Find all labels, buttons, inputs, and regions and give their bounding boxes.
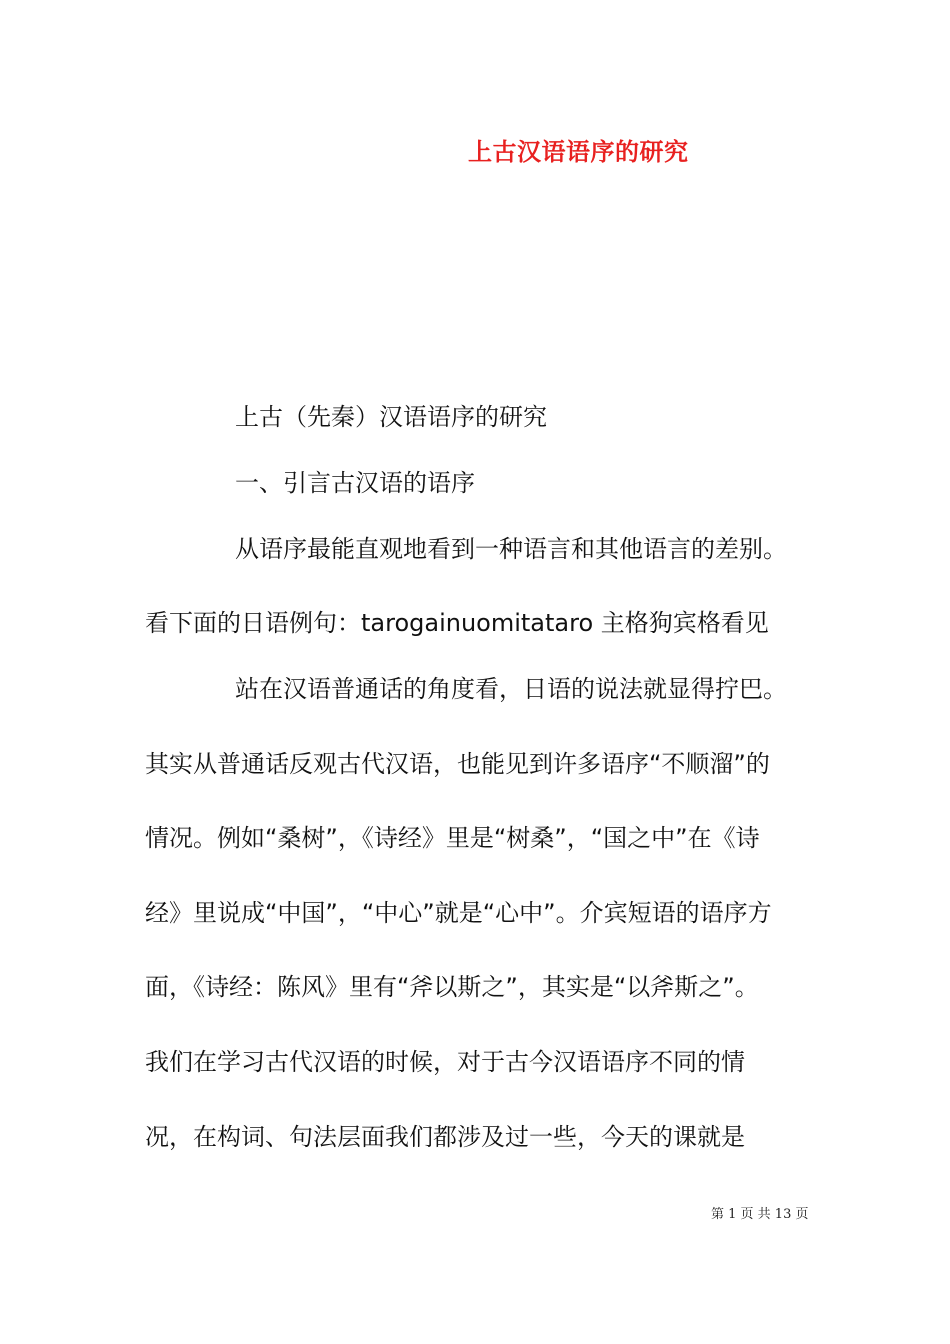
body-line: 经》里说成“中国”，“中心”就是“心中”。介宾短语的语序方 — [145, 899, 772, 927]
page-footer: 第 1 页 共 13 页 — [711, 1207, 809, 1222]
body-line: 看下面的日语例句：tarogainuomitataro 主格狗宾格看见 — [145, 609, 769, 637]
body-line: 从语序最能直观地看到一种语言和其他语言的差别。 — [235, 535, 787, 563]
body-line: 站在汉语普通话的角度看，日语的说法就显得拧巴。 — [235, 675, 787, 703]
body-line: 面，《诗经：陈风》里有“斧以斯之”，其实是“以斧斯之”。 — [145, 973, 759, 1001]
body-line: 其实从普通话反观古代汉语，也能见到许多语序“不顺溜”的 — [145, 750, 770, 778]
subsection-heading: 一、引言古汉语的语序 — [235, 469, 475, 497]
document-title: 上古汉语语序的研究 — [468, 137, 689, 166]
section-heading: 上古（先秦）汉语语序的研究 — [235, 403, 547, 431]
body-line: 我们在学习古代汉语的时候，对于古今汉语语序不同的情 — [145, 1048, 745, 1076]
body-line: 况，在构词、句法层面我们都涉及过一些，今天的课就是 — [145, 1123, 745, 1151]
body-line: 情况。例如“桑树”，《诗经》里是“树桑”，“国之中”在《诗 — [145, 824, 760, 852]
